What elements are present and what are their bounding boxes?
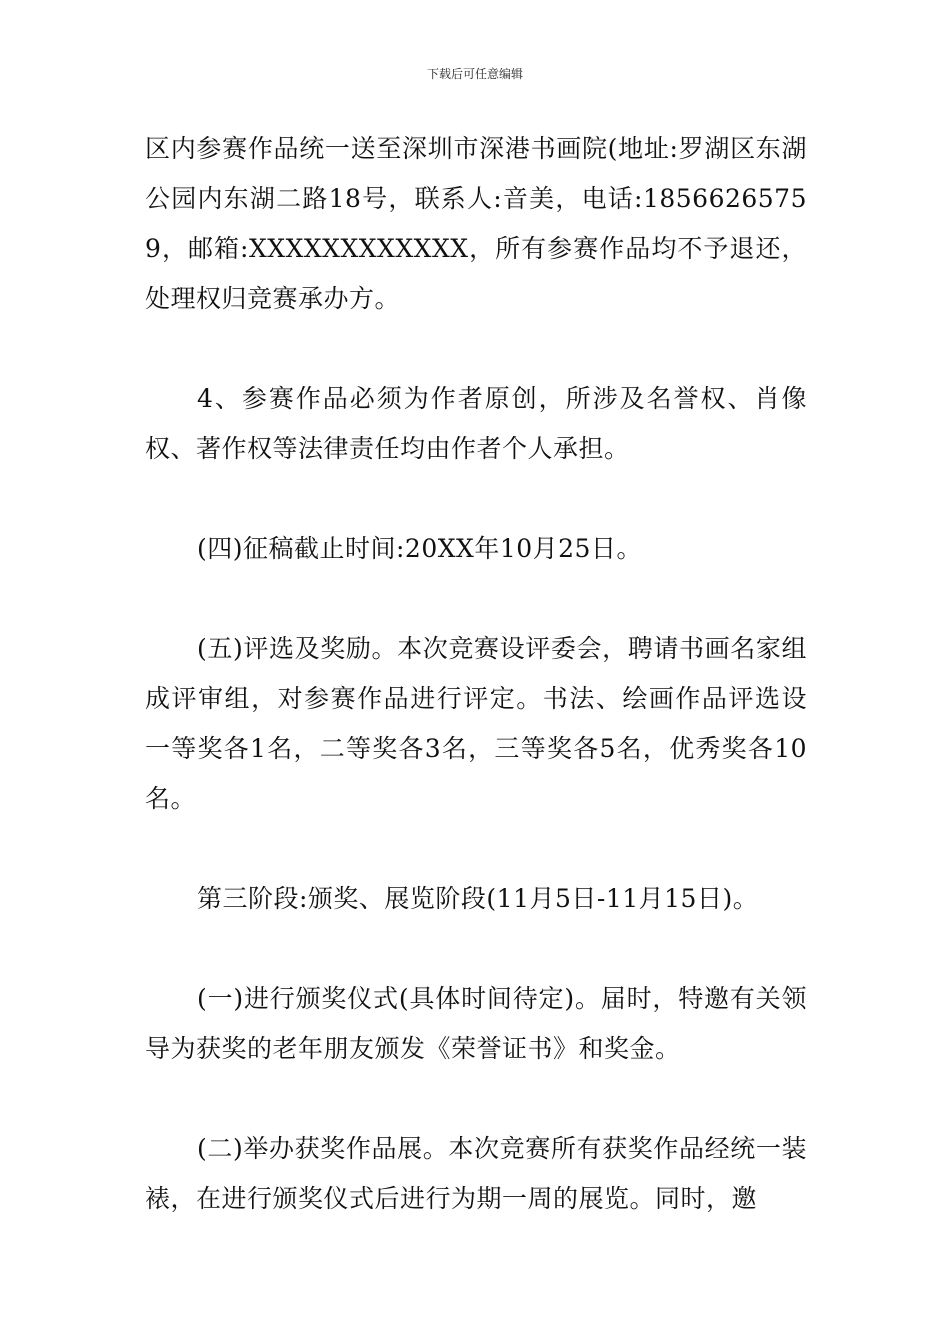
paragraph-exhibition: (二)举办获奖作品展。本次竞赛所有获奖作品经统一装裱，在进行颁奖仪式后进行为期一周的展览。同时，邀 [145, 1134, 807, 1213]
document-body [145, 124, 807, 1224]
page-header-note: 下载后可任意编辑 [426, 67, 523, 81]
paragraph-ceremony: (一)进行颁奖仪式(具体时间待定)。届时，特邀有关领导为获奖的老年朋友颁发《荣誉证书》和奖金。 [145, 984, 807, 1063]
paragraph-deadline: (四)征稿截止时间:20XX年10月25日。 [197, 534, 642, 563]
paragraph-submission-address: 区内参赛作品统一送至深圳市深港书画院(地址:罗湖区东湖公园内东湖二路18号，联系人:音美，电话:18566265759，邮箱:XXXXXXXXXXXX，所有参赛作品均不予退还，处理权归竞赛承办方。 [145, 134, 807, 313]
paragraph-stage-three: 第三阶段:颁奖、展览阶段(11月5日-11月15日)。 [197, 884, 759, 913]
paragraph-awards: (五)评选及奖励。本次竞赛设评委会，聘请书画名家组成评审组，对参赛作品进行评定。书法、绘画作品评选设一等奖各1名，二等奖各3名，三等奖各5名，优秀奖各10名。 [145, 634, 807, 813]
paragraph-originality: 4、参赛作品必须为作者原创，所涉及名誉权、肖像权、著作权等法律责任均由作者个人承担。 [145, 384, 807, 463]
